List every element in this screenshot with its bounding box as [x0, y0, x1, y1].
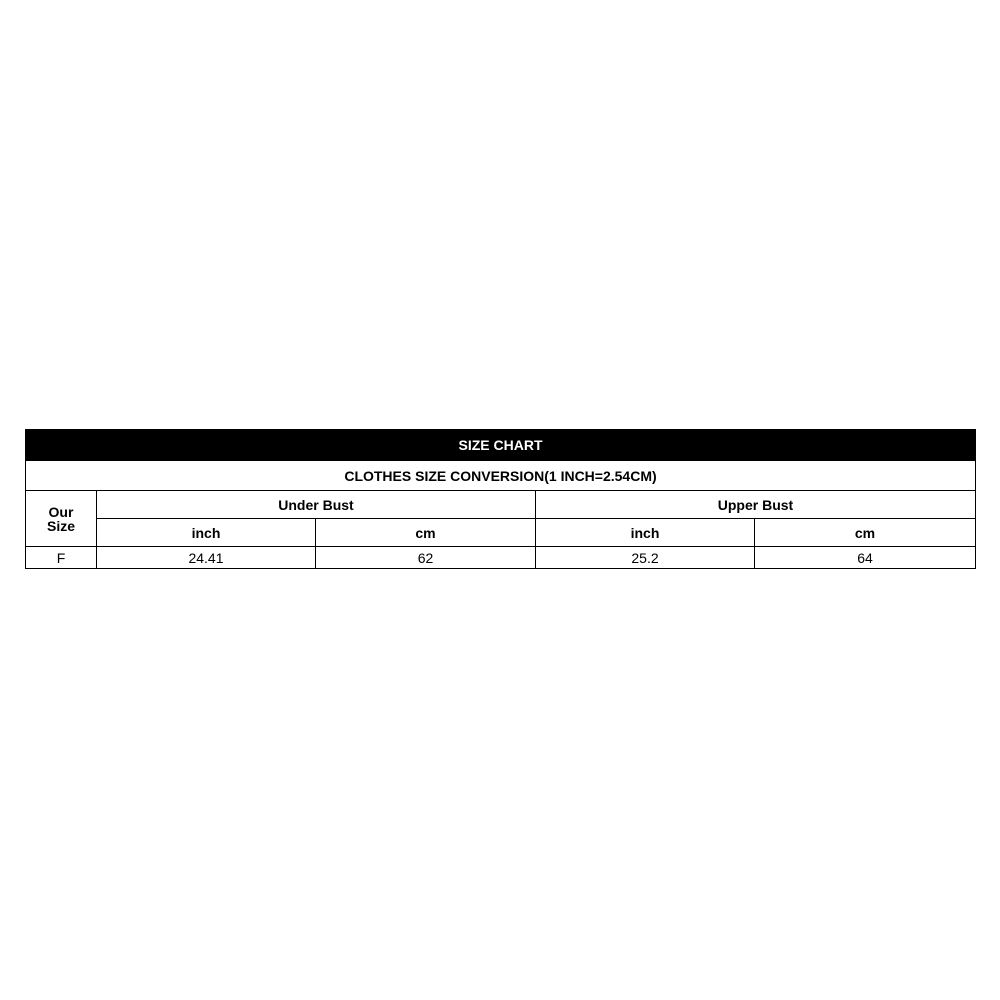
- under-bust-header: Under Bust: [97, 491, 536, 519]
- upper-bust-inch-header: inch: [536, 519, 755, 547]
- title-row: [26, 430, 976, 461]
- group-header-row: [26, 491, 976, 519]
- under-bust-cm-cell: 62: [316, 547, 536, 569]
- upper-bust-cm-header: cm: [755, 519, 976, 547]
- upper-bust-header: Upper Bust: [536, 491, 976, 519]
- upper-bust-inch-cell: 25.2: [536, 547, 755, 569]
- chart-title: SIZE CHART: [26, 430, 976, 461]
- subtitle-row: [26, 461, 976, 491]
- under-bust-inch-header: inch: [97, 519, 316, 547]
- upper-bust-cm-cell: 64: [755, 547, 976, 569]
- conversion-note: CLOTHES SIZE CONVERSION(1 INCH=2.54CM): [26, 461, 976, 491]
- our-size-header: [26, 491, 97, 547]
- table-row: [26, 547, 976, 569]
- size-chart-table: [25, 429, 976, 569]
- under-bust-inch-cell: 24.41: [97, 547, 316, 569]
- our-size-header-line2: Size: [46, 517, 75, 534]
- size-cell: F: [26, 547, 97, 569]
- our-size-header-line1: Our: [48, 503, 74, 520]
- unit-header-row: [26, 519, 976, 547]
- under-bust-cm-header: cm: [316, 519, 536, 547]
